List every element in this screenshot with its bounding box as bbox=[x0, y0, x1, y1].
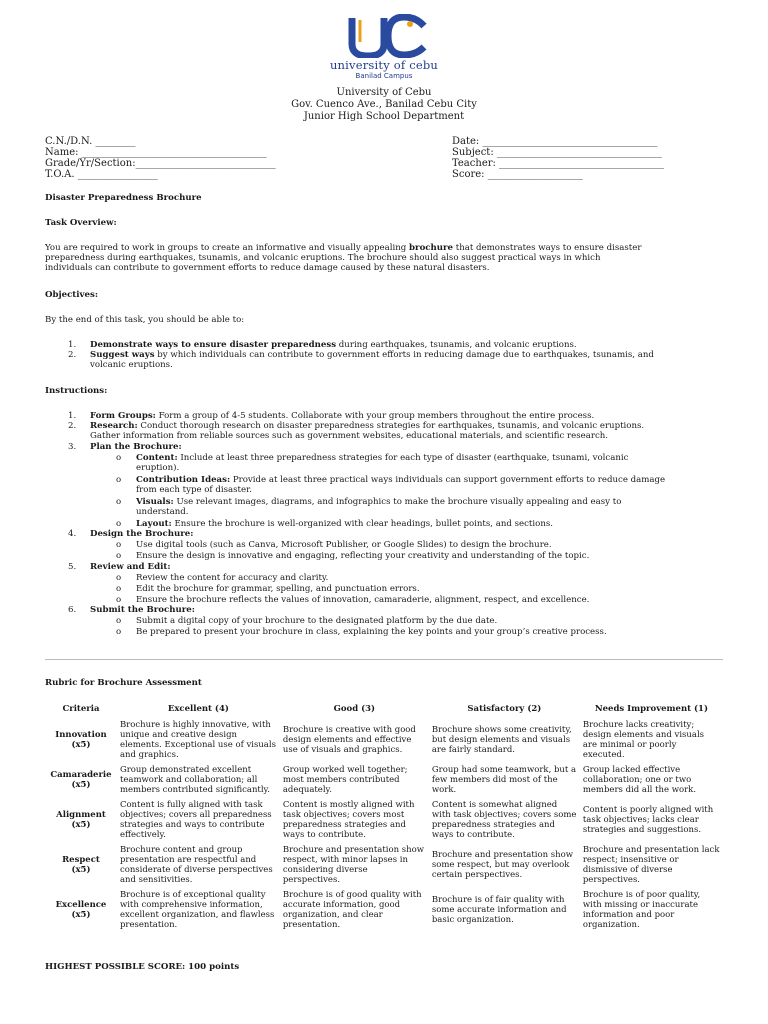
rubric-cell: Brochure is highly innovative, with unique and creative design elements. Exceptional use of visuals and graphics. bbox=[119, 720, 276, 760]
header-department: Junior High School Department bbox=[303, 111, 465, 122]
bullet-icon: o bbox=[116, 573, 122, 583]
score-field: Score: ___________________ bbox=[452, 169, 583, 180]
task-overview-heading: Task Overview: bbox=[45, 218, 117, 228]
objective-1: Demonstrate ways to ensure disaster preparedness during earthquakes, tsunamis, and volcanic eruptions. bbox=[90, 340, 577, 350]
instruction-2-cont: Gather information from reliable sources such as government websites, educational materials, and scientific research. bbox=[90, 431, 609, 441]
rubric-cell: Content is fully aligned with task objectives; covers all preparedness strategies and ways to contribute effectively. bbox=[119, 800, 272, 840]
rubric-cell: Brochure is of good quality with accurate information, good organization, and clear presentation. bbox=[282, 890, 422, 930]
table-row bbox=[45, 798, 723, 843]
instructions-heading: Instructions: bbox=[45, 386, 108, 396]
task-overview-line1: You are required to work in groups to create an informative and visually appealing brochure that demonstrates ways to ensure disaster bbox=[45, 243, 642, 253]
instruction-2: Research: Conduct thorough research on disaster preparedness strategies for earthquakes, tsunamis, and volcanic eruptions. bbox=[90, 421, 645, 431]
instruction-3-number: 3. bbox=[68, 442, 77, 452]
bullet-icon: o bbox=[116, 497, 122, 507]
rubric-cell: Brochure is of poor quality, with missing or inaccurate information and poor organization. bbox=[582, 890, 701, 930]
instruction-4b: Ensure the design is innovative and engaging, reflecting your creativity and understanding of the topic. bbox=[136, 551, 590, 561]
date-field: Date: ___________________________________ bbox=[452, 136, 658, 147]
teacher-field: Teacher: _________________________________ bbox=[452, 158, 665, 169]
rubric-table bbox=[45, 703, 723, 933]
rubric-cell: Content is somewhat aligned with task objectives; covers some preparedness strategies and ways to contribute. bbox=[431, 800, 577, 840]
objective-1-number: 1. bbox=[68, 340, 77, 350]
rubric-header-row bbox=[45, 703, 723, 718]
header-address: Gov. Cuenco Ave., Banilad Cebu City bbox=[291, 99, 477, 110]
bullet-icon: o bbox=[116, 453, 122, 463]
instruction-5-number: 5. bbox=[68, 562, 77, 572]
objective-2-cont: volcanic eruptions. bbox=[90, 360, 173, 370]
criteria-cell: Alignment (x5) bbox=[56, 810, 106, 830]
instruction-5b: Edit the brochure for grammar, spelling, and punctuation errors. bbox=[136, 584, 420, 594]
rubric-cell: Brochure and presentation lack respect; insensitive or dismissive of diverse perspectives. bbox=[582, 845, 720, 885]
bullet-icon: o bbox=[116, 519, 122, 529]
rubric-cell: Group worked well together; most members contributed adequately. bbox=[282, 765, 408, 795]
name-field: Name: _____________________________________ bbox=[45, 147, 267, 158]
university-logo bbox=[324, 14, 444, 86]
instruction-6a: Submit a digital copy of your brochure to the designated platform by the due date. bbox=[136, 616, 498, 626]
instruction-1-number: 1. bbox=[68, 411, 77, 421]
table-row bbox=[45, 888, 723, 933]
rubric-cell: Brochure shows some creativity, but design elements and visuals are fairly standard. bbox=[431, 725, 572, 755]
rubric-header-good: Good (3) bbox=[333, 704, 376, 714]
objectives-heading: Objectives: bbox=[45, 290, 99, 300]
instruction-6b: Be prepared to present your brochure in class, explaining the key points and your group’s creative process. bbox=[136, 627, 607, 637]
instruction-4a: Use digital tools (such as Canva, Microsoft Publisher, or Google Slides) to design the brochure. bbox=[136, 540, 552, 550]
rubric-header-satisfactory: Satisfactory (2) bbox=[467, 704, 542, 714]
table-row bbox=[45, 718, 723, 763]
instruction-3c-cont: understand. bbox=[136, 507, 189, 517]
rubric-cell: Brochure is creative with good design elements and effective use of visuals and graphics. bbox=[282, 725, 416, 755]
rubric-cell: Brochure content and group presentation are respectful and considerate of diverse perspectives and sensitivities. bbox=[119, 845, 273, 885]
uc-logo-mark bbox=[338, 14, 428, 58]
bullet-icon: o bbox=[116, 475, 122, 485]
rubric-title: Rubric for Brochure Assessment bbox=[45, 678, 202, 688]
task-overview-line3: individuals can contribute to government efforts to reduce damage caused by these natural disasters. bbox=[45, 263, 490, 273]
bullet-icon: o bbox=[116, 551, 122, 561]
instruction-5: Review and Edit: bbox=[90, 562, 171, 572]
rubric-cell: Content is mostly aligned with task objectives; covers most preparedness strategies and ways to contribute. bbox=[282, 800, 415, 840]
instruction-5a: Review the content for accuracy and clarity. bbox=[136, 573, 329, 583]
logo-campus-name: Banilad Campus bbox=[355, 72, 413, 80]
objectives-intro: By the end of this task, you should be able to: bbox=[45, 315, 245, 325]
rubric-cell: Brochure and presentation show respect, with minor lapses in considering diverse perspectives. bbox=[282, 845, 425, 885]
instruction-5c: Ensure the brochure reflects the values of innovation, camaraderie, alignment, respect, and excellence. bbox=[136, 595, 590, 605]
instruction-3d: Layout: Ensure the brochure is well-organized with clear headings, bullet points, and sections. bbox=[136, 519, 553, 529]
instruction-3: Plan the Brochure: bbox=[90, 442, 182, 452]
table-row bbox=[45, 843, 723, 888]
criteria-cell: Camaraderie (x5) bbox=[50, 770, 112, 790]
document-title: Disaster Preparedness Brochure bbox=[45, 193, 202, 203]
bullet-icon: o bbox=[116, 616, 122, 626]
instruction-4-number: 4. bbox=[68, 529, 77, 539]
instruction-2-number: 2. bbox=[68, 421, 77, 431]
bullet-icon: o bbox=[116, 540, 122, 550]
rubric-cell: Group had some teamwork, but a few members did most of the work. bbox=[431, 765, 577, 795]
instruction-3b-cont: from each type of disaster. bbox=[136, 485, 252, 495]
rubric-cell: Brochure lacks creativity; design elements and visuals are minimal or poorly executed. bbox=[582, 720, 705, 760]
criteria-cell: Respect (x5) bbox=[62, 855, 100, 875]
rubric-cell: Content is poorly aligned with task objectives; lacks clear strategies and suggestions. bbox=[582, 805, 714, 835]
rubric-cell: Group demonstrated excellent teamwork and collaboration; all members contributed significantly. bbox=[119, 765, 270, 795]
instruction-6-number: 6. bbox=[68, 605, 77, 615]
rubric-header-excellent: Excellent (4) bbox=[167, 704, 229, 714]
grade-field: Grade/Yr/Section:____________________________ bbox=[45, 158, 276, 169]
toa-field: T.O.A. ________________ bbox=[45, 169, 158, 180]
rubric-cell: Brochure is of fair quality with some accurate information and basic organization. bbox=[431, 895, 567, 925]
instruction-1: Form Groups: Form a group of 4-5 students. Collaborate with your group members throughout the entire process. bbox=[90, 411, 595, 421]
instruction-3c: Visuals: Use relevant images, diagrams, and infographics to make the brochure visually appealing and easy to bbox=[136, 497, 622, 507]
criteria-cell: Excellence (x5) bbox=[55, 900, 107, 920]
instruction-6: Submit the Brochure: bbox=[90, 605, 195, 615]
instruction-3a: Content: Include at least three preparedness strategies for each type of disaster (earthquake, tsunami, volcanic bbox=[136, 453, 629, 463]
instruction-3a-cont: eruption). bbox=[136, 463, 180, 473]
instruction-3b: Contribution Ideas: Provide at least three practical ways individuals can support government efforts to reduce damage bbox=[136, 475, 666, 485]
bullet-icon: o bbox=[116, 595, 122, 605]
task-overview-line2: preparedness during earthquakes, tsunamis, and volcanic eruptions. The brochure should also suggest practical ways in which bbox=[45, 253, 601, 263]
rubric-cell: Group lacked effective collaboration; one or two members did all the work. bbox=[582, 765, 697, 795]
criteria-cell: Innovation (x5) bbox=[55, 730, 107, 750]
instruction-4: Design the Brochure: bbox=[90, 529, 194, 539]
rubric-cell: Brochure is of exceptional quality with comprehensive information, excellent organization, and flawless presentation. bbox=[119, 890, 275, 930]
logo-university-name: university of cebu bbox=[329, 58, 439, 72]
objective-2: Suggest ways by which individuals can contribute to government efforts in reducing damage due to earthquakes, tsunamis, and bbox=[90, 350, 654, 360]
table-row bbox=[45, 763, 723, 798]
cn-field: C.N./D.N. ________ bbox=[45, 136, 136, 147]
rubric-header-criteria: Criteria bbox=[62, 704, 100, 714]
rubric-header-needs-improvement: Needs Improvement (1) bbox=[594, 704, 708, 714]
objective-2-number: 2. bbox=[68, 350, 77, 360]
section-divider bbox=[45, 659, 723, 660]
rubric-cell: Brochure and presentation show some respect, but may overlook certain perspectives. bbox=[431, 850, 574, 880]
bullet-icon: o bbox=[116, 584, 122, 594]
subject-field: Subject: _________________________________ bbox=[452, 147, 662, 158]
header-university: University of Cebu bbox=[336, 87, 432, 98]
highest-possible-score: HIGHEST POSSIBLE SCORE: 100 points bbox=[45, 962, 240, 972]
bullet-icon: o bbox=[116, 627, 122, 637]
